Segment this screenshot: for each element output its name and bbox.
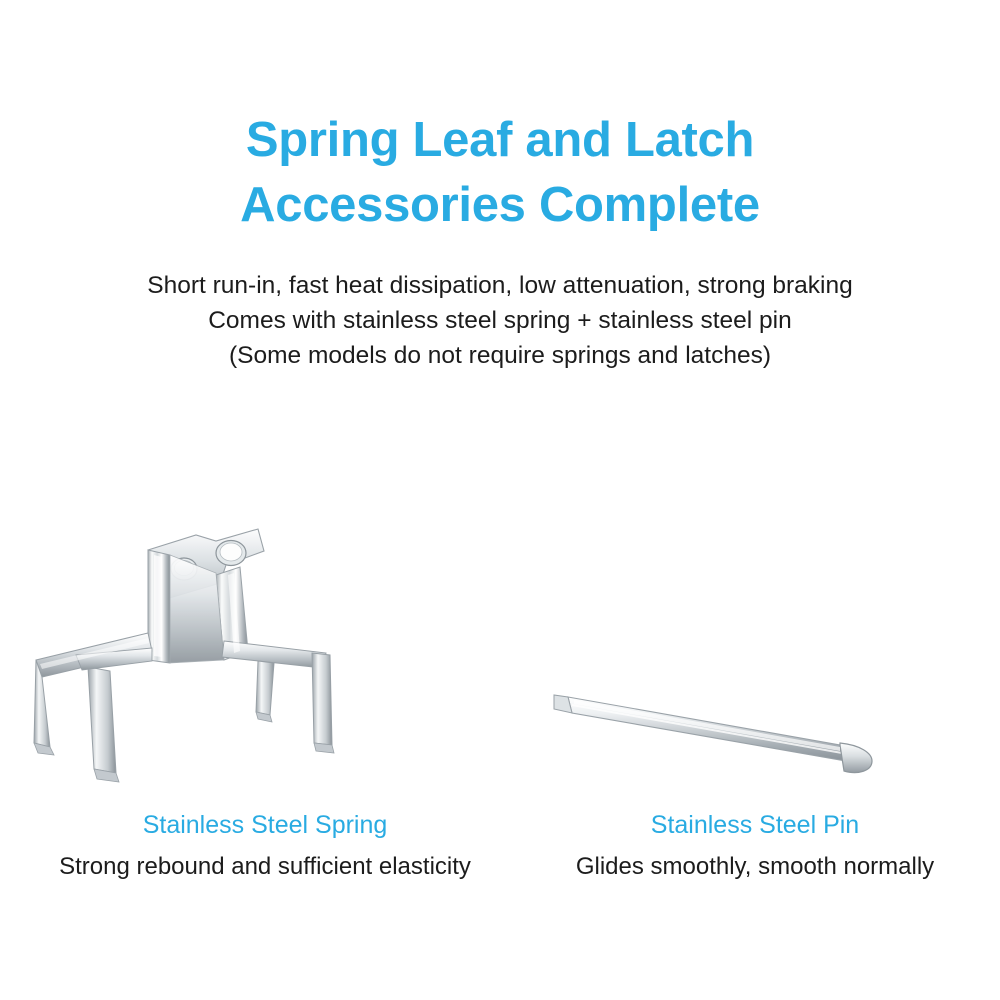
caption-pin-description: Glides smoothly, smooth normally [575,853,935,881]
caption-spring [10,810,520,882]
subtitle-line-2: Comes with stainless steel spring + stainless steel pin [208,307,792,335]
caption-spring-description: Strong rebound and sufficient elasticity [59,853,471,881]
page-title-line-1: Spring Leaf and Latch [245,113,755,167]
split-cotter-pin-icon [510,455,980,785]
brake-pad-spring-clip-icon [20,455,490,785]
page-title-line-2: Accessories Complete [240,178,760,233]
subtitle-line-3: (Some models do not require springs and latches) [228,342,771,370]
page-title [0,108,1000,238]
caption-row [0,810,1000,930]
product-image-spring [20,455,490,815]
caption-pin-title: Stainless Steel Pin [650,811,860,839]
subtitle-line-1: Short run-in, fast heat dissipation, low attenuation, strong braking [147,272,853,299]
product-images [0,455,1000,845]
caption-pin [520,810,990,882]
caption-spring-title: Stainless Steel Spring [142,811,388,839]
product-image-pin [510,455,980,815]
subtitle-block [0,268,1000,373]
